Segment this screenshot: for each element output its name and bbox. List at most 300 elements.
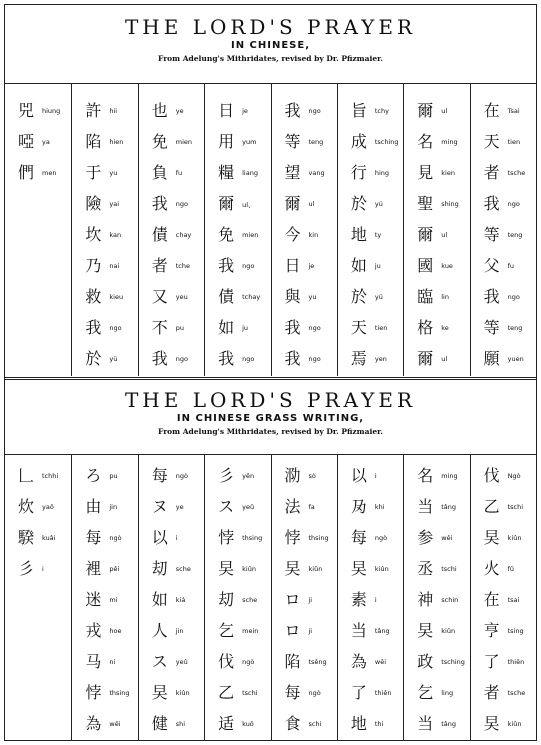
- romanization: kue: [441, 262, 453, 270]
- chinese-character: 爾: [218, 194, 235, 213]
- character-cell: [72, 711, 138, 737]
- chinese-character: 糧: [218, 163, 235, 182]
- romanization: yum: [242, 138, 257, 146]
- chinese-character: 們: [17, 163, 34, 182]
- chinese-character: 当: [417, 497, 434, 516]
- chinese-character: 素: [350, 590, 367, 609]
- character-cell: [5, 160, 71, 186]
- chinese-character: 又: [151, 287, 168, 306]
- romanization: jin: [175, 627, 184, 635]
- romanization: tâng: [441, 720, 457, 728]
- chinese-character: 免: [218, 225, 235, 244]
- bottom-character-table: [5, 454, 536, 741]
- character-cell: [205, 463, 271, 489]
- romanization: kiûn: [507, 720, 522, 728]
- chinese-character: 夃: [350, 497, 367, 516]
- romanization: fu: [175, 169, 183, 177]
- romanization: ngò: [109, 534, 122, 542]
- character-cell: [205, 160, 271, 186]
- romanization: ling: [441, 689, 454, 697]
- character-cell: [471, 494, 537, 520]
- character-cell: [72, 222, 138, 248]
- character-cell: [404, 315, 470, 341]
- chinese-character: 坎: [85, 225, 102, 244]
- chinese-character: 炊: [17, 497, 34, 516]
- chinese-character: 乞: [417, 683, 434, 702]
- romanization: tien: [374, 324, 388, 332]
- character-cell: [139, 649, 205, 675]
- chinese-character: 險: [85, 194, 102, 213]
- romanization: thsing: [109, 689, 130, 697]
- romanization: lin: [441, 293, 449, 301]
- romanization: ming: [441, 138, 458, 146]
- romanization: kiûn: [242, 565, 256, 573]
- chinese-character: 爾: [417, 349, 434, 368]
- chinese-character: 如: [350, 256, 367, 275]
- character-cell: [272, 284, 338, 310]
- romanization: mien: [242, 231, 259, 239]
- character-cell: [205, 98, 271, 124]
- romanization: tsai: [507, 596, 520, 604]
- chinese-character: ロ: [284, 590, 301, 609]
- character-cell: [5, 556, 71, 582]
- chinese-character: 天: [483, 132, 500, 151]
- character-cell: [338, 315, 404, 341]
- romanization: sò: [308, 472, 316, 480]
- table-column: [470, 84, 537, 376]
- chinese-character: 日: [218, 101, 235, 120]
- romanization: ming: [441, 472, 458, 480]
- character-cell: [272, 315, 338, 341]
- sheet-border: [4, 4, 537, 741]
- chinese-character: 臨: [417, 287, 434, 306]
- character-cell: [139, 129, 205, 155]
- character-cell: [471, 556, 537, 582]
- table-column: [204, 84, 271, 376]
- romanization: kiûn: [374, 565, 389, 573]
- romanization: schi: [308, 720, 322, 728]
- character-cell: [139, 587, 205, 613]
- chinese-character: 陷: [284, 652, 301, 671]
- character-cell: [338, 494, 404, 520]
- character-cell: [272, 346, 338, 372]
- romanization: je: [308, 262, 315, 270]
- chinese-character: 人: [151, 621, 168, 640]
- character-cell: [338, 346, 404, 372]
- chinese-character: 天: [350, 318, 367, 337]
- romanization: ye: [175, 503, 184, 511]
- character-cell: [404, 191, 470, 217]
- character-cell: [139, 556, 205, 582]
- chinese-character: 旲: [483, 714, 500, 733]
- table-column: [71, 455, 138, 741]
- chinese-character: 如: [218, 318, 235, 337]
- romanization: yu: [109, 169, 118, 177]
- chinese-character: 日: [284, 256, 301, 275]
- romanization: kiûn: [441, 627, 456, 635]
- character-cell: [338, 525, 404, 551]
- romanization: ju: [374, 262, 381, 270]
- chinese-character: 陷: [85, 132, 102, 151]
- chinese-character: 地: [350, 714, 367, 733]
- chinese-character: 願: [483, 349, 500, 368]
- romanization: tschi: [441, 565, 457, 573]
- chinese-character: 旲: [151, 683, 168, 702]
- romanization: tsching: [374, 138, 399, 146]
- bottom-header: [5, 388, 536, 436]
- character-cell: [272, 618, 338, 644]
- romanization: yeû: [242, 503, 255, 511]
- chinese-character: 爾: [417, 101, 434, 120]
- character-cell: [272, 587, 338, 613]
- romanization: ngo: [175, 200, 188, 208]
- romanization: thiên: [507, 658, 525, 666]
- character-cell: [404, 346, 470, 372]
- chinese-character: 於: [350, 194, 367, 213]
- romanization: chay: [175, 231, 192, 239]
- romanization: shi: [175, 720, 186, 728]
- romanization: je: [242, 107, 248, 115]
- character-cell: [404, 129, 470, 155]
- romanization: thi: [374, 720, 384, 728]
- romanization: ty: [374, 231, 382, 239]
- character-cell: [139, 160, 205, 186]
- chinese-character: 戎: [85, 621, 102, 640]
- character-cell: [205, 587, 271, 613]
- character-cell: [404, 463, 470, 489]
- romanization: ngò: [175, 472, 188, 480]
- character-cell: [338, 649, 404, 675]
- character-cell: [471, 346, 537, 372]
- character-cell: [139, 98, 205, 124]
- chinese-character: 我: [483, 194, 500, 213]
- chinese-character: 為: [85, 714, 102, 733]
- table-column: [71, 84, 138, 376]
- character-cell: [471, 525, 537, 551]
- romanization: vang: [308, 169, 325, 177]
- chinese-character: 参: [417, 528, 434, 547]
- character-cell: [139, 618, 205, 644]
- romanization: ul: [441, 107, 448, 115]
- romanization: kiûn: [308, 565, 323, 573]
- chinese-character: 旲: [218, 559, 235, 578]
- character-cell: [338, 222, 404, 248]
- chinese-character: 健: [151, 714, 168, 733]
- chinese-character: 格: [417, 318, 434, 337]
- character-cell: [338, 253, 404, 279]
- chinese-character: 聖: [417, 194, 434, 213]
- romanization: ul: [308, 200, 315, 208]
- chinese-character: 成: [350, 132, 367, 151]
- character-cell: [338, 711, 404, 737]
- table-column: [271, 84, 338, 376]
- romanization: wêi: [109, 720, 121, 728]
- romanization: ngo: [242, 262, 255, 270]
- chinese-character: 等: [483, 225, 500, 244]
- character-cell: [139, 222, 205, 248]
- romanization: tsêng: [308, 658, 327, 666]
- romanization: tsche: [507, 169, 526, 177]
- chinese-character: 了: [483, 652, 500, 671]
- romanization: pêi: [109, 565, 120, 573]
- chinese-character: 為: [350, 652, 367, 671]
- chinese-character: 名: [417, 466, 434, 485]
- character-cell: [5, 525, 71, 551]
- romanization: teng: [308, 138, 324, 146]
- character-cell: [139, 315, 205, 341]
- romanization: mi: [109, 596, 118, 604]
- romanization: sche: [242, 596, 258, 604]
- character-cell: [471, 618, 537, 644]
- table-column: [138, 455, 205, 741]
- romanization: sche: [175, 565, 191, 573]
- character-cell: [272, 680, 338, 706]
- character-cell: [404, 253, 470, 279]
- romanization: yeû: [175, 658, 188, 666]
- chinese-character: 乙: [218, 683, 235, 702]
- chinese-character: 與: [284, 287, 301, 306]
- romanization: ya: [42, 138, 50, 146]
- chinese-character: 马: [85, 652, 102, 671]
- romanization: yü: [374, 200, 383, 208]
- chinese-character: ヌ: [151, 497, 168, 516]
- chinese-character: 伐: [218, 652, 235, 671]
- character-cell: [471, 680, 537, 706]
- romanization: mein: [242, 627, 259, 635]
- character-cell: [72, 315, 138, 341]
- character-cell: [471, 463, 537, 489]
- chinese-character: 以: [350, 466, 367, 485]
- romanization: tsching: [441, 658, 465, 666]
- romanization: thsing: [242, 534, 263, 542]
- character-cell: [72, 253, 138, 279]
- romanization: tsing: [507, 627, 524, 635]
- chinese-character: 火: [483, 559, 500, 578]
- romanization: tsche: [507, 689, 526, 697]
- chinese-character: 悖: [284, 528, 301, 547]
- romanization: ke: [441, 324, 449, 332]
- character-cell: [272, 160, 338, 186]
- chinese-character: 旲: [483, 528, 500, 547]
- romanization: nai: [109, 262, 120, 270]
- romanization: tchhi: [42, 472, 59, 480]
- character-cell: [404, 618, 470, 644]
- romanization: wêi: [441, 534, 453, 542]
- chinese-character: 者: [151, 256, 168, 275]
- chinese-character: 等: [284, 132, 301, 151]
- character-cell: [72, 525, 138, 551]
- top-title: THE LORD'S PRAYER: [124, 15, 417, 39]
- romanization: tâng: [441, 503, 457, 511]
- chinese-character: 每: [151, 466, 168, 485]
- romanization: ngo: [308, 324, 321, 332]
- chinese-character: 裡: [85, 559, 102, 578]
- character-cell: [139, 253, 205, 279]
- chinese-character: 父: [483, 256, 500, 275]
- chinese-character: ス: [151, 652, 168, 671]
- character-cell: [205, 284, 271, 310]
- chinese-character: 于: [85, 163, 102, 182]
- character-cell: [272, 711, 338, 737]
- romanization: kien: [441, 169, 455, 177]
- romanization: hing: [374, 169, 390, 177]
- chinese-character: 我: [284, 318, 301, 337]
- chinese-character: 悖: [85, 683, 102, 702]
- romanization: jin: [109, 503, 118, 511]
- character-cell: [205, 129, 271, 155]
- chinese-character: 爾: [417, 225, 434, 244]
- character-cell: [338, 587, 404, 613]
- table-column: [337, 84, 404, 376]
- romanization: ngò: [308, 689, 321, 697]
- chinese-character: 乃: [85, 256, 102, 275]
- character-cell: [72, 618, 138, 644]
- chinese-character: 了: [350, 683, 367, 702]
- chinese-character: ロ: [284, 621, 301, 640]
- character-cell: [139, 346, 205, 372]
- chinese-character: 用: [218, 132, 235, 151]
- character-cell: [471, 315, 537, 341]
- chinese-character: 啞: [17, 132, 34, 151]
- chinese-character: 見: [417, 163, 434, 182]
- romanization: liang: [242, 169, 258, 177]
- romanization: khi: [374, 503, 385, 511]
- character-cell: [404, 98, 470, 124]
- character-cell: [471, 160, 537, 186]
- character-cell: [205, 618, 271, 644]
- character-cell: [205, 346, 271, 372]
- chinese-character: 我: [218, 349, 235, 368]
- character-cell: [139, 284, 205, 310]
- romanization: ngò: [242, 658, 255, 666]
- table-column: [403, 84, 470, 376]
- character-cell: [471, 284, 537, 310]
- bottom-subtitle: IN CHINESE GRASS WRITING,: [176, 413, 365, 424]
- chinese-character: 迷: [85, 590, 102, 609]
- romanization: ngo: [308, 107, 321, 115]
- character-cell: [72, 284, 138, 310]
- character-cell: [471, 649, 537, 675]
- chinese-character: 焉: [350, 349, 367, 368]
- chinese-character: 旨: [350, 101, 367, 120]
- character-cell: [205, 649, 271, 675]
- character-cell: [338, 556, 404, 582]
- character-cell: [272, 222, 338, 248]
- character-cell: [205, 711, 271, 737]
- chinese-character: 兕: [17, 101, 34, 120]
- character-cell: [272, 494, 338, 520]
- character-cell: [404, 711, 470, 737]
- chinese-character: 我: [151, 194, 168, 213]
- character-cell: [272, 525, 338, 551]
- chinese-character: 我: [218, 256, 235, 275]
- chinese-character: 負: [151, 163, 168, 182]
- chinese-character: 者: [483, 683, 500, 702]
- chinese-character: 以: [151, 528, 168, 547]
- romanization: yeu: [175, 293, 188, 301]
- table-column: [5, 455, 71, 741]
- character-cell: [404, 525, 470, 551]
- romanization: hoe: [109, 627, 122, 635]
- character-cell: [205, 680, 271, 706]
- chinese-character: 行: [350, 163, 367, 182]
- character-cell: [5, 494, 71, 520]
- chinese-character: 名: [417, 132, 434, 151]
- romanization: ngo: [175, 355, 188, 363]
- romanization: ul: [441, 355, 448, 363]
- character-cell: [139, 711, 205, 737]
- character-cell: [205, 222, 271, 248]
- chinese-character: 刧: [218, 590, 235, 609]
- chinese-character: 每: [350, 528, 367, 547]
- character-cell: [139, 463, 205, 489]
- character-cell: [72, 649, 138, 675]
- character-cell: [471, 222, 537, 248]
- romanization: ul、: [242, 200, 255, 209]
- romanization: i: [374, 596, 377, 604]
- chinese-character: 不: [151, 318, 168, 337]
- romanization: teng: [507, 231, 523, 239]
- chinese-character: 彡: [218, 466, 235, 485]
- chinese-character: ス: [218, 497, 235, 516]
- character-cell: [404, 556, 470, 582]
- romanization: kiûn: [507, 534, 522, 542]
- character-cell: [72, 160, 138, 186]
- chinese-character: 每: [284, 683, 301, 702]
- character-cell: [338, 463, 404, 489]
- romanization: mien: [175, 138, 193, 146]
- chinese-character: 彡: [17, 559, 34, 578]
- chinese-character: 泐: [284, 466, 301, 485]
- romanization: kieu: [109, 293, 124, 301]
- romanization: fa: [308, 503, 315, 511]
- character-cell: [471, 129, 537, 155]
- character-cell: [338, 129, 404, 155]
- chinese-character: 我: [151, 349, 168, 368]
- character-cell: [404, 222, 470, 248]
- romanization: kiá: [175, 596, 186, 604]
- character-cell: [205, 494, 271, 520]
- romanization: Tsai: [507, 107, 520, 115]
- top-character-table: [5, 83, 536, 376]
- chinese-character: 食: [284, 714, 301, 733]
- chinese-character: 刧: [151, 559, 168, 578]
- table-column: [337, 455, 404, 741]
- romanization: yu: [308, 293, 317, 301]
- chinese-character: 如: [151, 590, 168, 609]
- character-cell: [272, 98, 338, 124]
- chinese-character: 也: [151, 101, 168, 120]
- romanization: yü: [374, 293, 383, 301]
- character-cell: [72, 463, 138, 489]
- character-cell: [72, 680, 138, 706]
- character-cell: [272, 191, 338, 217]
- chinese-character: 乙: [483, 497, 500, 516]
- character-cell: [272, 556, 338, 582]
- table-column: [5, 84, 71, 376]
- character-cell: [72, 494, 138, 520]
- romanization: schin: [441, 596, 459, 604]
- romanization: Ngò: [507, 472, 521, 480]
- chinese-character: 在: [483, 590, 500, 609]
- romanization: kuô: [242, 720, 254, 728]
- romanization: ni: [109, 658, 116, 666]
- chinese-character: 旲: [284, 559, 301, 578]
- chinese-character: 債: [151, 225, 168, 244]
- character-cell: [338, 98, 404, 124]
- romanization: hii: [109, 107, 118, 115]
- romanization: pu: [109, 472, 118, 480]
